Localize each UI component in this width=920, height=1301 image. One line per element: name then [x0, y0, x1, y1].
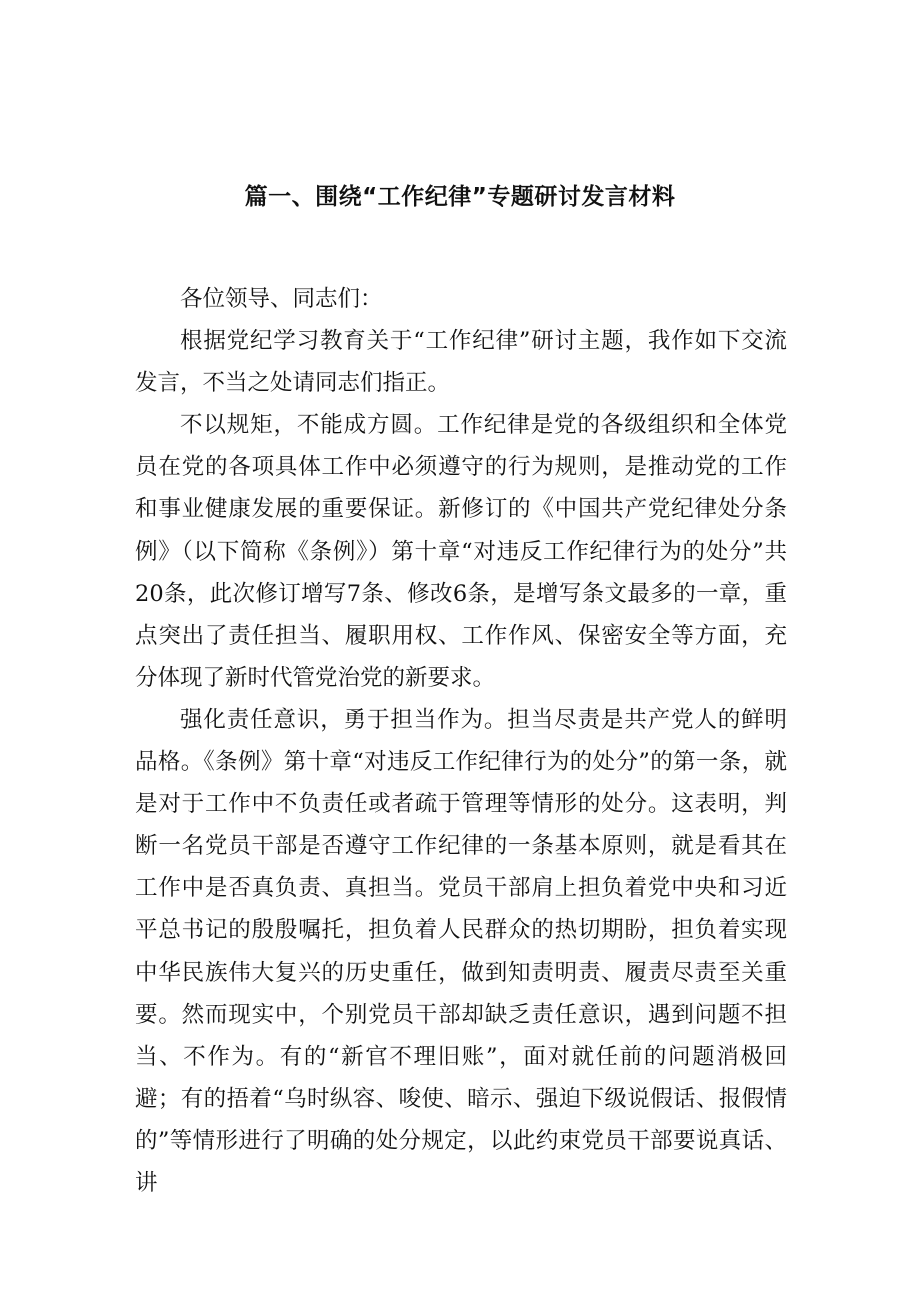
salutation: 各位领导、同志们： [180, 286, 383, 312]
paragraph: 根据党纪学习教育关于“工作纪律”研讨主题，我作如下交流发言，不当之处请同志们指正。 [135, 328, 787, 397]
document-title: 篇一、围绕“工作纪律”专题研讨发言材料 [244, 184, 676, 210]
paragraph: 强化责任意识，勇于担当作为。担当尽责是共产党人的鲜明品格。《条例》第十章“对违反工作纪律行为的处分”的第一条，就是对于工作中不负责任或者疏于管理等情形的处分。这表明，判断一名党员干部是否遵守工作纪律的一条基本原则，就是看其在工作中是否真负责、真担当。党员干部肩上担负着党中央和习近平总书记的殷殷嘱托，担负着人民群众的热切期盼，担负着实现中华民族伟大复兴的历史重任，做到知责明责、履责尽责至关重要。然而现实中，个别党员干部却缺乏责任意识，遇到问题不担当、不作为。有的“新官不理旧账”，面对就任前的问题消极回避；有的捂着“乌时纵容、唆使、暗示、强迫下级说假话、报假情的”等情形进行了明确的处分规定，以此约束党员干部要说真话、讲 [135, 706, 787, 1196]
paragraph: 不以规矩，不能成方圆。工作纪律是党的各级组织和全体党员在党的各项具体工作中必须遵守的行为规则，是推动党的工作和事业健康发展的重要保证。新修订的《中国共产党纪律处分条例》（以下简称《条例》）第十章“对违反工作纪律行为的处分”共20条，此次修订增写7条、修改6条，是增写条文最多的一章，重点突出了责任担当、履职用权、工作作风、保密安全等方面，充分体现了新时代管党治党的新要求。 [135, 412, 787, 691]
document-body [135, 278, 787, 1204]
